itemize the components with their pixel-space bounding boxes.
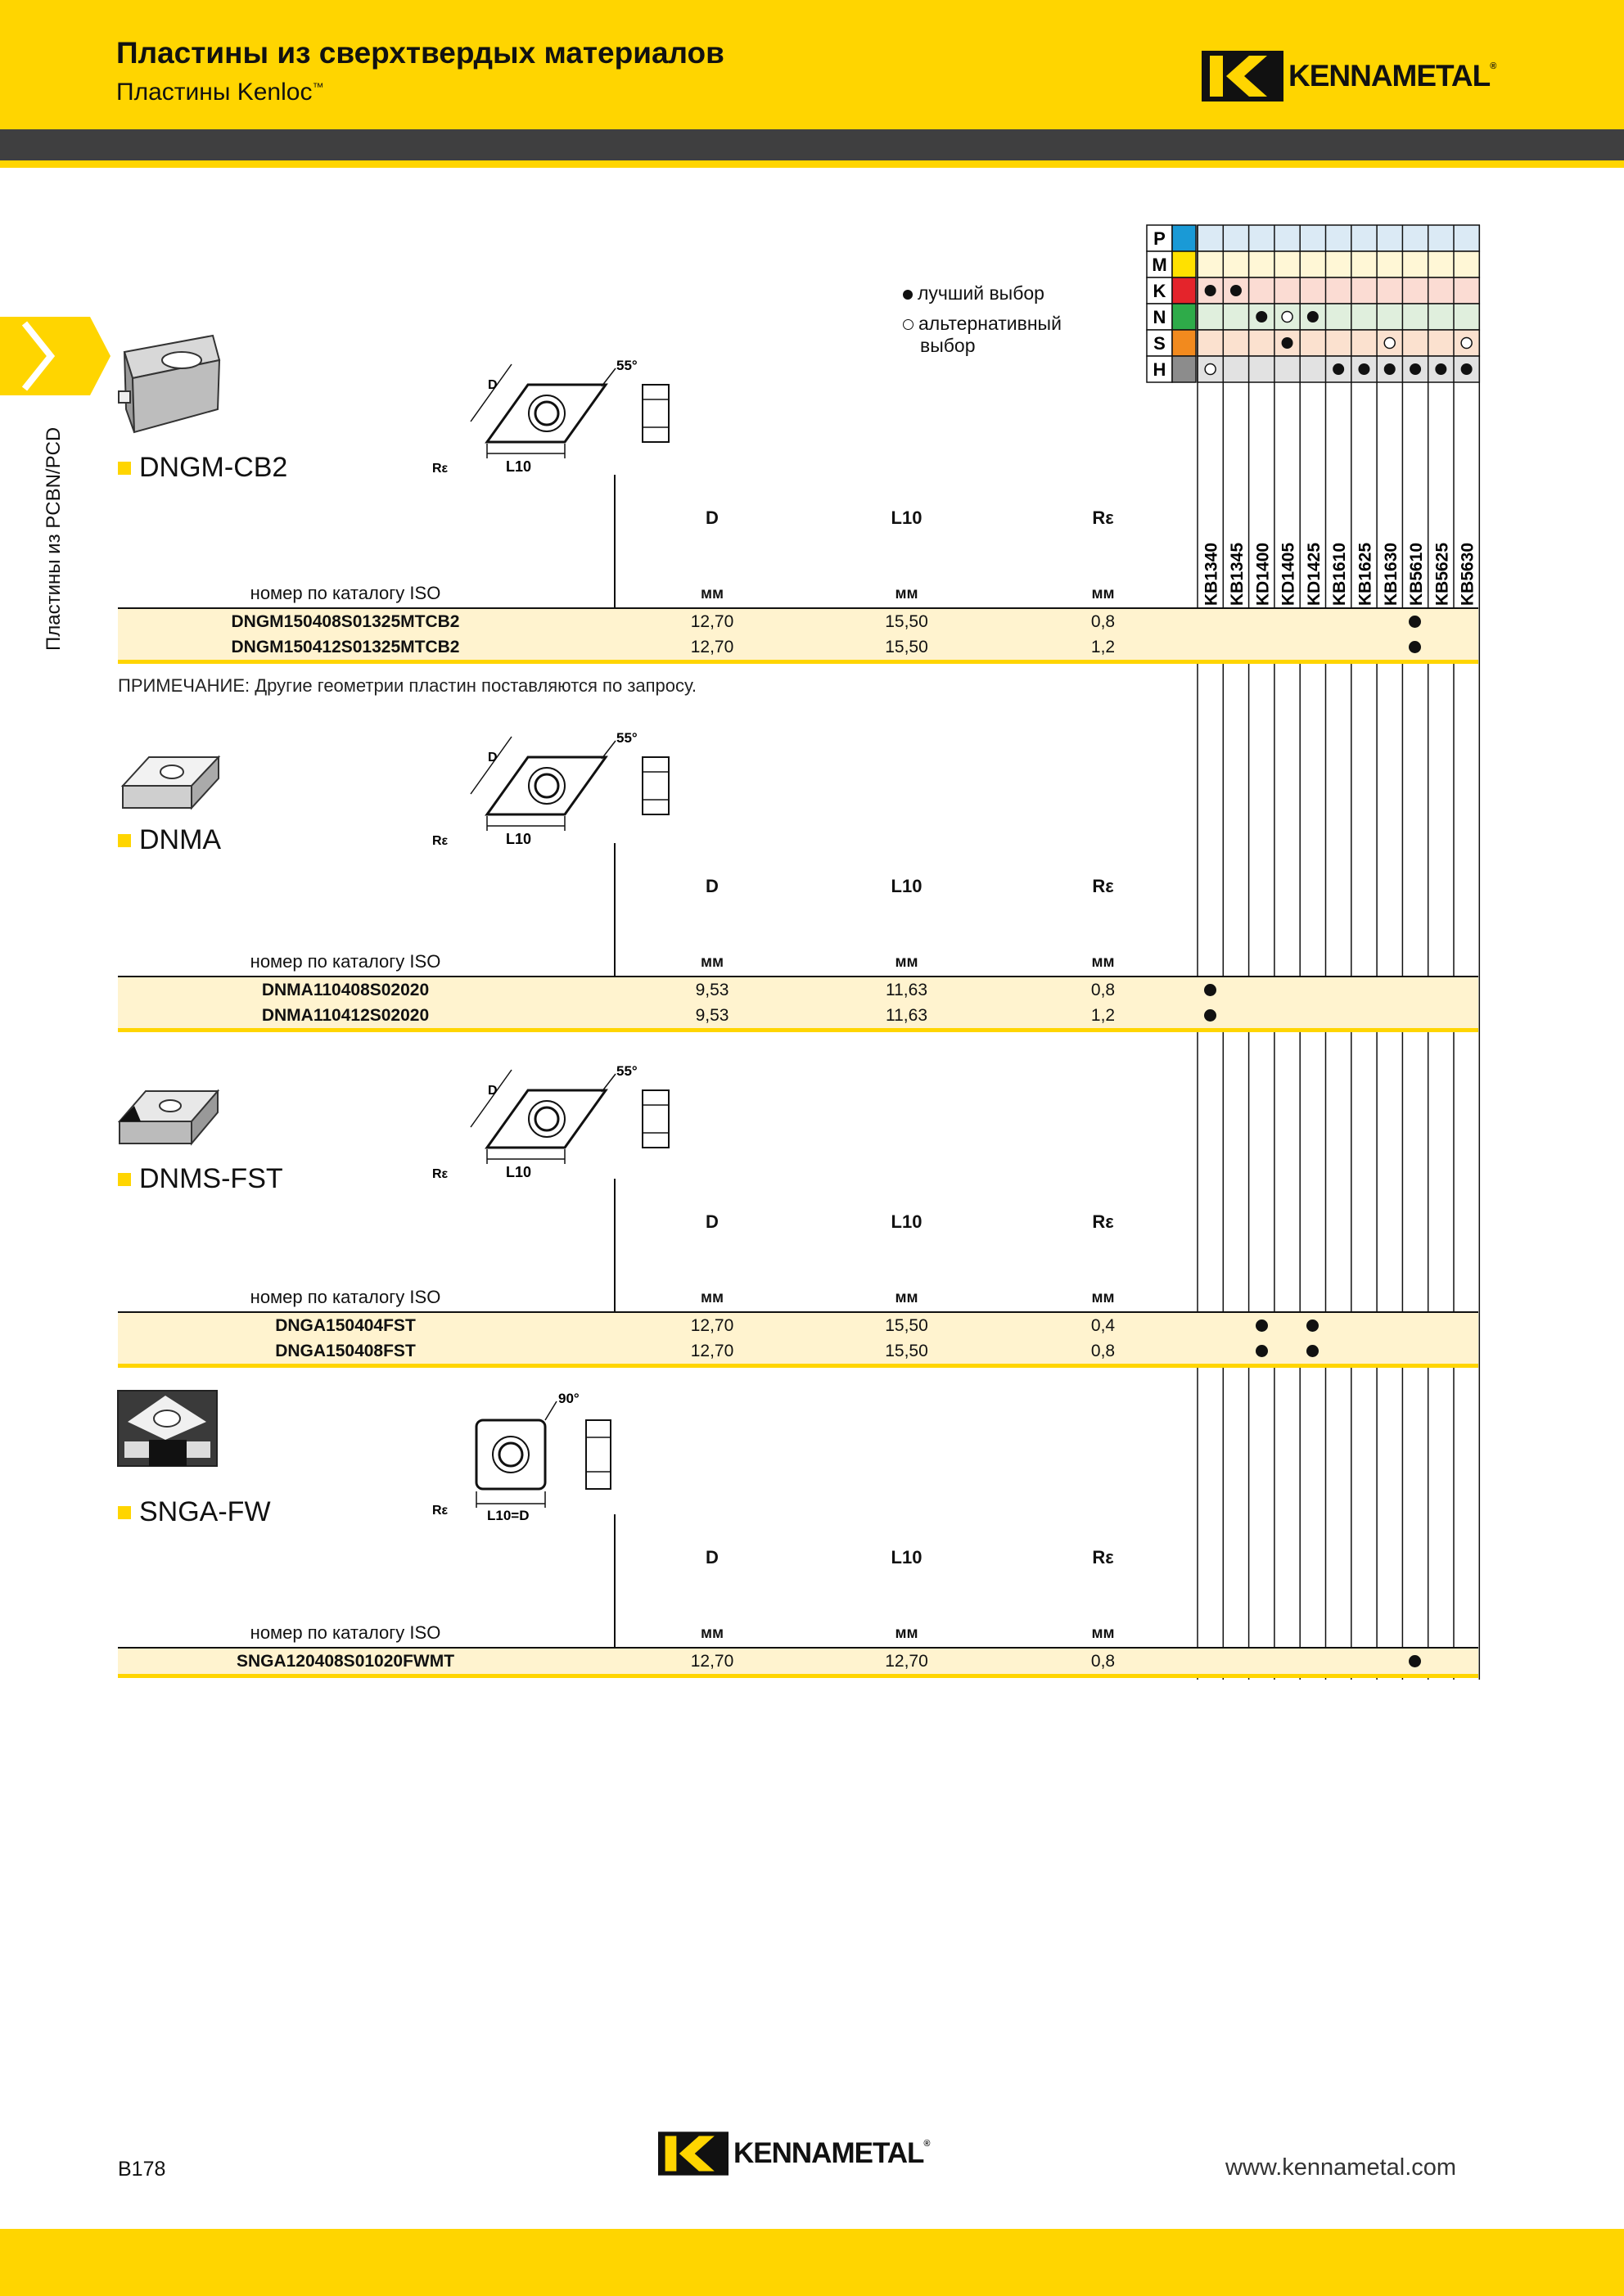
grade-mark [1300, 1313, 1325, 1338]
table-row [118, 609, 1478, 634]
table-row [118, 1003, 1478, 1028]
svg-text:L10=D: L10=D [487, 1508, 530, 1522]
grade-mark [1198, 1003, 1223, 1028]
best-choice-dot-icon [1410, 363, 1421, 375]
section-title-dngm: DNGM-CB2 [118, 452, 287, 484]
best-choice-dot-icon [1205, 285, 1216, 296]
best-choice-dot-icon [1409, 616, 1421, 628]
cell-re: 0,8 [1090, 612, 1116, 631]
grade-label: KD1425 [1304, 542, 1324, 606]
side-section-label: Пластины из PCBN/PCD [43, 426, 65, 651]
grade-mark [1402, 1649, 1428, 1674]
col-header-l10: L10 [891, 507, 923, 528]
iso-color-swatch [1172, 356, 1196, 382]
col-header-re: Rε [1092, 1211, 1114, 1232]
iso-row-band [1198, 330, 1479, 356]
col-header-d: D [706, 1211, 719, 1232]
iso-row-band [1198, 251, 1479, 277]
grade-label: KB5630 [1458, 542, 1477, 606]
best-choice-dot-icon [1204, 1009, 1216, 1022]
best-choice-dot-icon [1256, 311, 1267, 323]
best-choice-dot-icon [1435, 363, 1446, 375]
best-choice-dot-icon [1333, 363, 1344, 375]
iso-row-band [1198, 225, 1479, 251]
col-header-l10: L10 [891, 876, 923, 896]
grade-mark [1249, 1313, 1274, 1338]
iso-letter: K [1153, 281, 1166, 301]
table-end-rule [118, 1674, 1478, 1678]
cell-d: 12,70 [690, 1652, 734, 1671]
iso-letter: P [1153, 228, 1166, 249]
snga-drawing [426, 1383, 622, 1522]
grade-label: KD1405 [1279, 542, 1298, 606]
col-header-re: Rε [1092, 507, 1114, 528]
col-unit-re: мм [1091, 1625, 1115, 1642]
cell-iso: SNGA120408S01020FWMT [236, 1652, 455, 1671]
grade-label: KB5625 [1432, 542, 1452, 606]
cell-d: 9,53 [695, 981, 729, 999]
grade-label: KB1610 [1330, 542, 1350, 606]
grade-mark [1300, 1338, 1325, 1364]
svg-text:Rε: Rε [432, 462, 449, 476]
svg-text:55°: 55° [616, 730, 638, 746]
legend-best: лучший выбор [903, 282, 1044, 304]
iso-row-band [1198, 304, 1479, 330]
col-header-iso: номер по каталогу ISO [250, 583, 441, 603]
col-unit-l10: мм [895, 954, 918, 971]
best-choice-dot-icon [1461, 363, 1473, 375]
cell-l10: 15,50 [885, 1316, 928, 1335]
alternative-dot-icon [1384, 338, 1395, 349]
col-unit-re: мм [1091, 954, 1115, 971]
svg-text:Rε: Rε [432, 1167, 449, 1181]
grade-label: KB1345 [1227, 542, 1247, 606]
col-header-l10: L10 [891, 1547, 923, 1568]
cell-d: 12,70 [690, 1342, 734, 1360]
col-unit-d: мм [700, 1625, 724, 1642]
best-choice-dot-icon [1409, 1655, 1421, 1667]
best-choice-dot-icon [1204, 984, 1216, 996]
table-row [118, 1649, 1478, 1674]
footer-kennametal-logo: KENNAMETAL ® [658, 2128, 931, 2179]
svg-text:L10: L10 [506, 831, 532, 847]
best-choice-dot-icon [1282, 337, 1293, 349]
svg-text:90°: 90° [558, 1391, 580, 1406]
page-title: Пластины из сверхтвердых материалов [116, 36, 724, 70]
cell-iso: DNMA110408S02020 [261, 981, 430, 999]
col-unit-l10: мм [895, 585, 918, 602]
footer-kennametal-k-icon [658, 2128, 729, 2179]
iso-letter: H [1153, 359, 1166, 380]
best-choice-dot-icon [1384, 363, 1396, 375]
cell-iso: DNGA150408FST [275, 1342, 416, 1360]
cell-re: 0,4 [1090, 1316, 1116, 1335]
col-header-d: D [706, 1547, 719, 1568]
grade-mark [1198, 977, 1223, 1003]
iso-color-swatch [1172, 304, 1196, 330]
best-choice-dot-icon [1409, 641, 1421, 653]
grade-mark [1402, 609, 1428, 634]
iso-color-swatch [1172, 277, 1196, 304]
cell-l10: 11,63 [886, 981, 927, 999]
cell-re: 1,2 [1090, 1006, 1116, 1025]
svg-text:Rε: Rε [432, 1504, 449, 1518]
col-header-l10: L10 [891, 1211, 923, 1232]
cell-l10: 15,50 [885, 1342, 928, 1360]
grade-mark [1402, 634, 1428, 660]
cell-d: 9,53 [695, 1006, 729, 1025]
best-choice-dot-icon [1230, 285, 1242, 296]
section-title-dnma: DNMA [118, 824, 221, 856]
section-title-snga: SNGA-FW [118, 1496, 271, 1528]
cell-d: 12,70 [690, 638, 734, 656]
best-choice-dot-icon [1307, 311, 1319, 323]
dngm-drawing [426, 352, 688, 487]
col-header-d: D [706, 507, 719, 528]
svg-text:55°: 55° [616, 1063, 638, 1079]
col-unit-d: мм [700, 954, 724, 971]
col-header-re: Rε [1092, 1547, 1114, 1568]
cell-iso: DNGM150408S01325MTCB2 [231, 612, 460, 631]
col-unit-re: мм [1091, 585, 1115, 602]
svg-text:Rε: Rε [432, 834, 449, 848]
alternative-dot-icon [1205, 364, 1216, 375]
col-header-re: Rε [1092, 876, 1114, 896]
cell-re: 0,8 [1090, 1652, 1116, 1671]
cell-re: 1,2 [1090, 638, 1116, 656]
table-end-rule [118, 1364, 1478, 1368]
table-row [118, 634, 1478, 660]
col-unit-l10: мм [895, 1289, 918, 1306]
iso-color-swatch [1172, 225, 1196, 251]
iso-letter: M [1152, 255, 1167, 275]
best-choice-dot-icon [1306, 1319, 1319, 1332]
table-end-rule [118, 660, 1478, 664]
cell-l10: 15,50 [885, 638, 928, 656]
cell-l10: 11,63 [886, 1006, 927, 1025]
iso-letter: S [1153, 333, 1166, 354]
note-text: ПРИМЕЧАНИЕ: Другие геометрии пластин поставляются по запросу. [118, 675, 697, 696]
footer-band [0, 2229, 1624, 2296]
page-number: B178 [118, 2158, 166, 2181]
svg-text:L10: L10 [506, 1164, 532, 1180]
grade-label: KB5610 [1407, 542, 1427, 606]
svg-text:D: D [488, 378, 498, 392]
grade-label: KB1630 [1381, 542, 1401, 606]
table-row [118, 1313, 1478, 1338]
cell-re: 0,8 [1090, 981, 1116, 999]
col-header-iso: номер по каталогу ISO [250, 1287, 441, 1307]
svg-text:L10: L10 [506, 458, 532, 475]
alternative-dot-icon [1461, 338, 1472, 349]
iso-letter: N [1153, 307, 1166, 327]
legend-alternative: альтернативный выбор [903, 313, 1062, 357]
col-unit-re: мм [1091, 1289, 1115, 1306]
grade-label: KB1340 [1202, 542, 1221, 606]
page-subtitle: Пластины Kenloc™ [116, 79, 324, 106]
table-end-rule [118, 1028, 1478, 1032]
iso-color-swatch [1172, 251, 1196, 277]
table-row [118, 1338, 1478, 1364]
svg-text:D: D [488, 1084, 498, 1098]
best-choice-dot-icon [1306, 1345, 1319, 1357]
svg-text:D: D [488, 751, 498, 765]
dnms-drawing [426, 1058, 688, 1193]
col-unit-d: мм [700, 585, 724, 602]
col-unit-l10: мм [895, 1625, 918, 1642]
grade-label: KB1625 [1356, 542, 1375, 606]
kennametal-logo: KENNAMETAL ® [1202, 51, 1496, 101]
dngm-insert-icon [116, 327, 223, 434]
col-unit-d: мм [700, 1289, 724, 1306]
col-header-iso: номер по каталогу ISO [250, 1622, 441, 1643]
dnma-insert-icon [116, 749, 223, 814]
grade-mark [1249, 1338, 1274, 1364]
cell-iso: DNGA150404FST [275, 1316, 416, 1335]
cell-l10: 12,70 [885, 1652, 928, 1671]
iso-color-swatch [1172, 330, 1196, 356]
best-choice-dot-icon [1256, 1345, 1268, 1357]
best-choice-dot-icon [1358, 363, 1369, 375]
col-header-iso: номер по каталогу ISO [250, 951, 441, 972]
dnma-drawing [426, 724, 688, 859]
cell-d: 12,70 [690, 612, 734, 631]
section-title-dnms: DNMS-FST [118, 1163, 283, 1195]
best-choice-dot-icon [1256, 1319, 1268, 1332]
cell-iso: DNMA110412S02020 [261, 1006, 430, 1025]
cell-d: 12,70 [690, 1316, 734, 1335]
cell-iso: DNGM150412S01325MTCB2 [231, 638, 460, 656]
grade-label: KD1400 [1253, 542, 1273, 606]
alternative-dot-icon [1282, 312, 1292, 323]
col-header-d: D [706, 876, 719, 896]
cell-re: 0,8 [1090, 1342, 1116, 1360]
svg-text:55°: 55° [616, 358, 638, 373]
snga-insert-icon [116, 1389, 219, 1468]
cell-l10: 15,50 [885, 612, 928, 631]
table-row [118, 977, 1478, 1003]
website-link[interactable]: www.kennametal.com [1225, 2154, 1457, 2181]
dnms-insert-icon [116, 1085, 223, 1150]
